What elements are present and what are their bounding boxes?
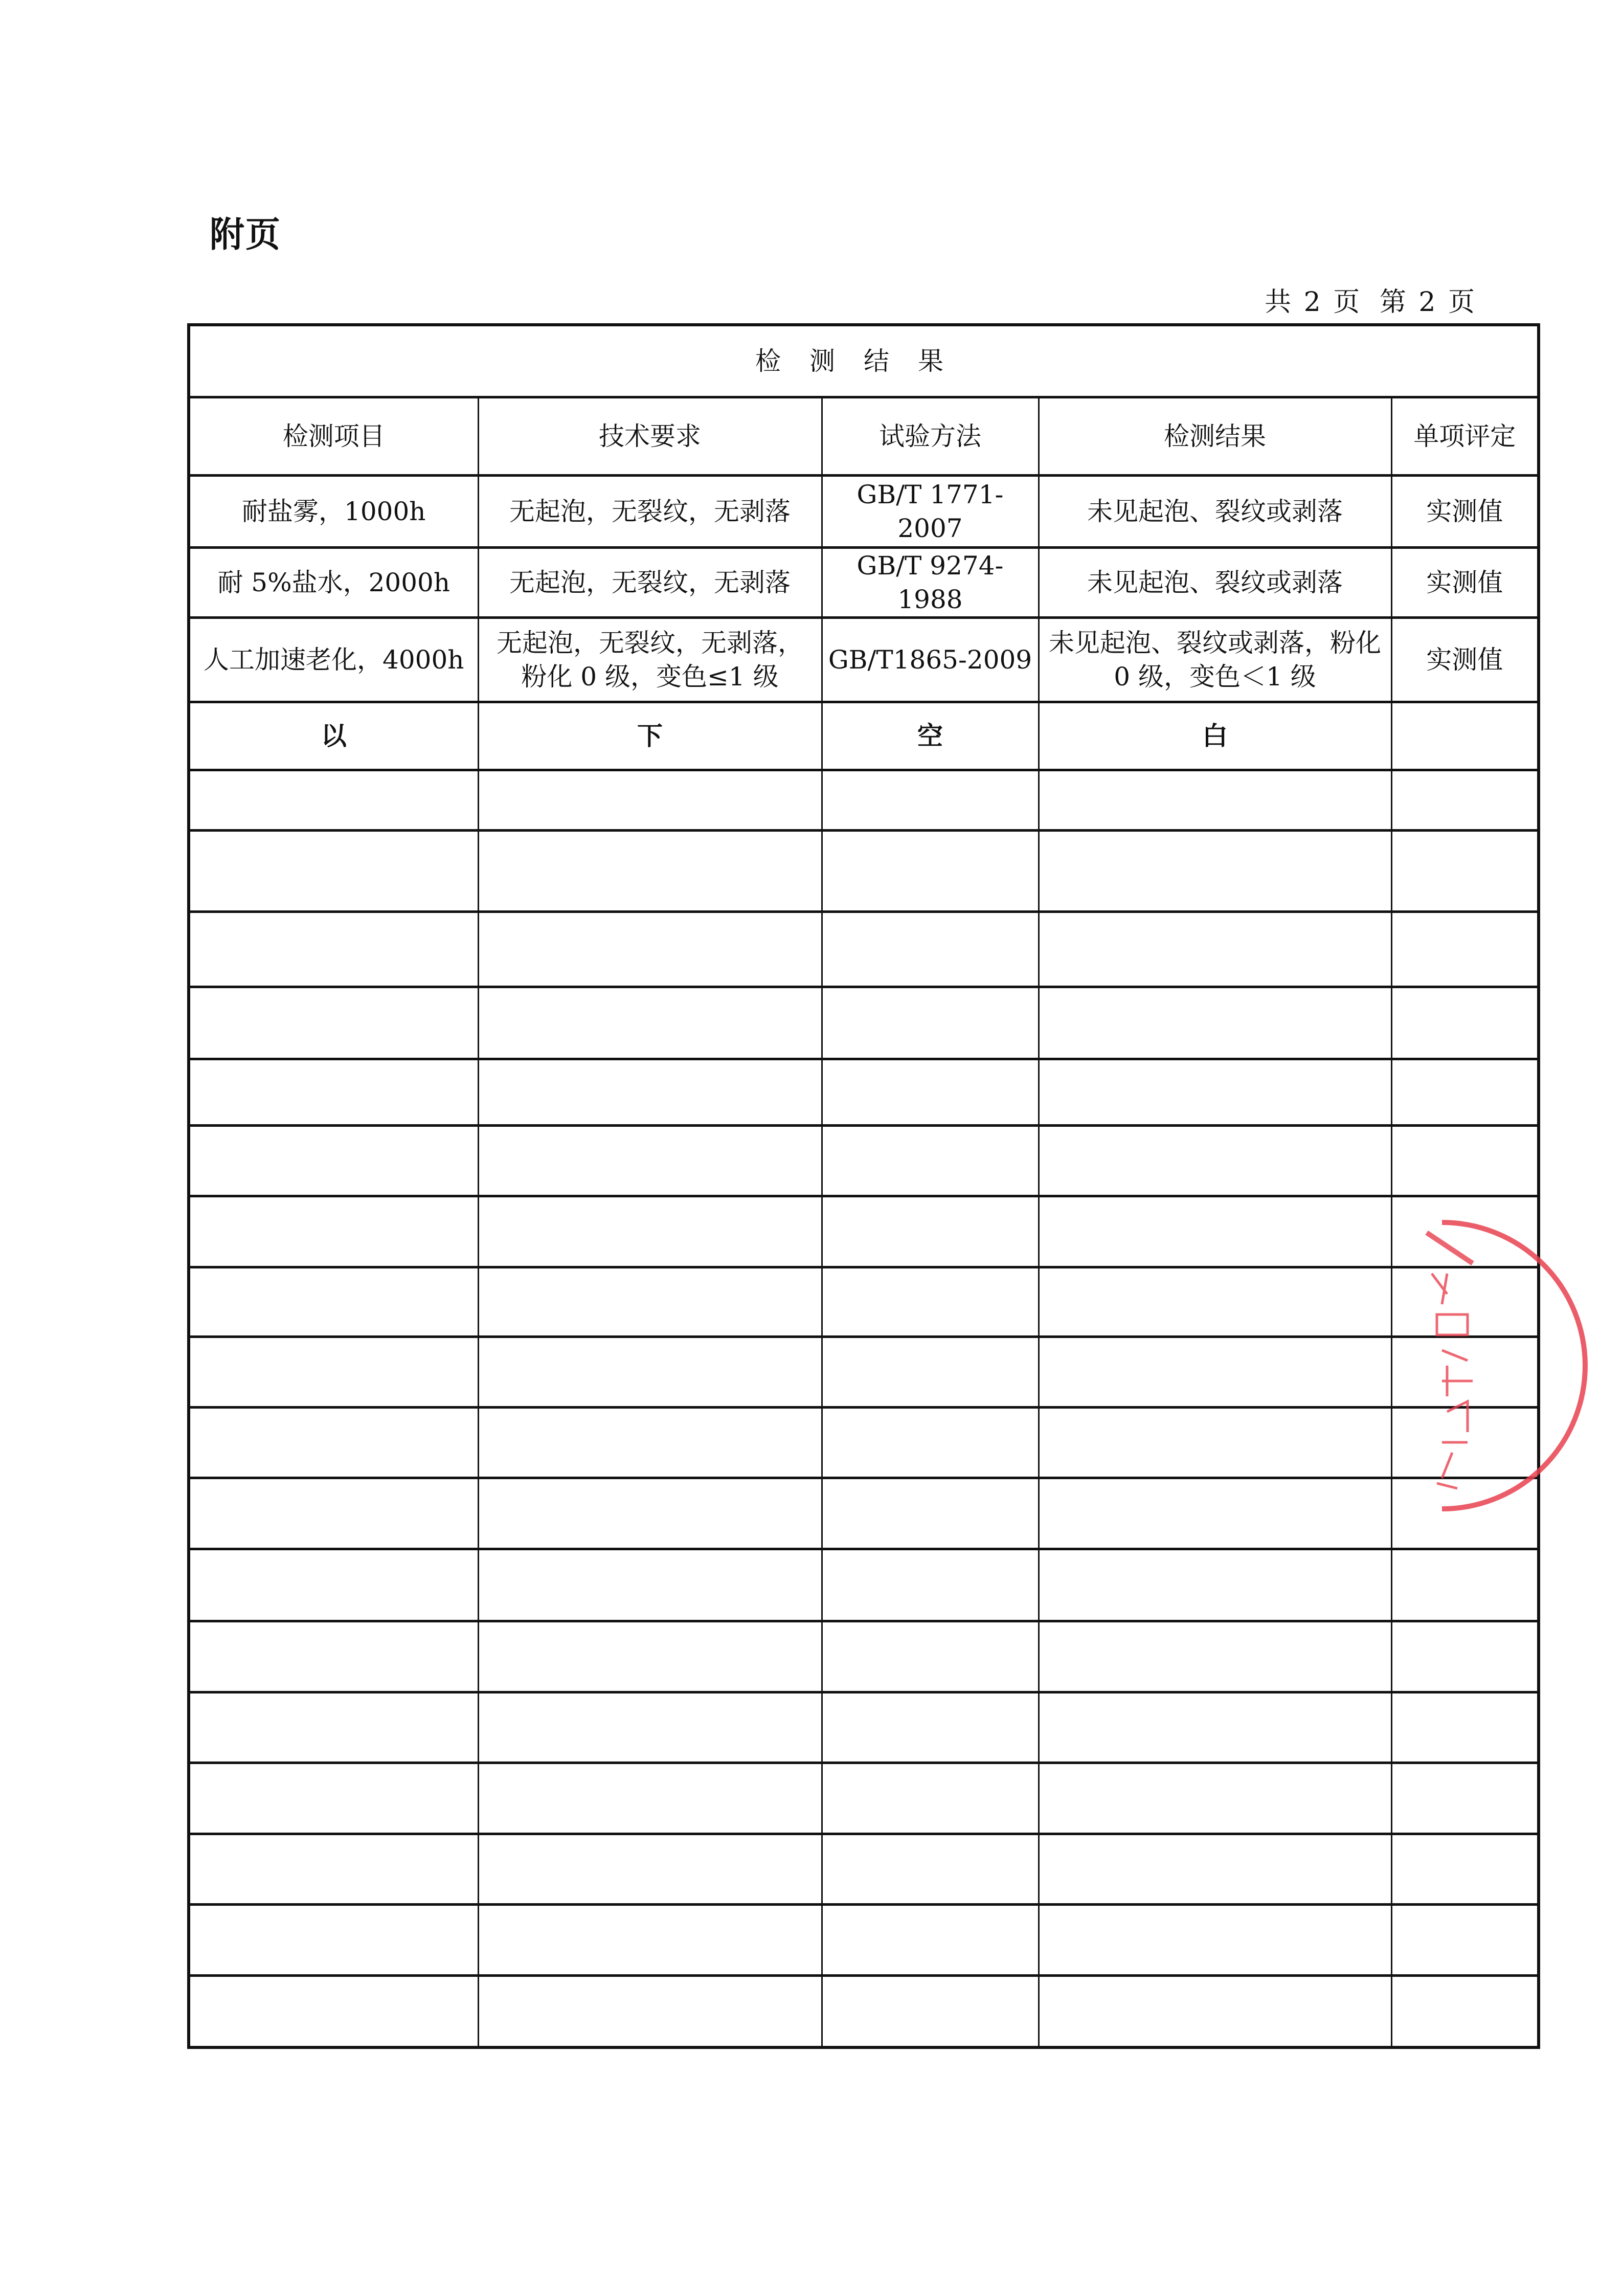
empty-cell: [822, 830, 1039, 911]
table-caption: 检测结果: [189, 325, 1539, 397]
column-header: 单项评定: [1391, 397, 1539, 475]
empty-table-row: [189, 1407, 1539, 1478]
empty-cell: [478, 1267, 822, 1336]
empty-cell: [822, 911, 1039, 987]
empty-cell: [822, 1267, 1039, 1336]
empty-cell: [822, 1059, 1039, 1125]
empty-cell: [1391, 1059, 1539, 1125]
empty-cell: [1039, 1407, 1391, 1478]
cell-result: 未见起泡、裂纹或剥落: [1039, 475, 1391, 547]
empty-cell: [478, 911, 822, 987]
empty-cell: [1039, 1336, 1391, 1407]
empty-cell: [1039, 1975, 1391, 2047]
empty-table-row: [189, 1336, 1539, 1407]
empty-cell: [189, 1478, 478, 1549]
empty-cell: [1391, 1478, 1539, 1549]
empty-cell: [1039, 1125, 1391, 1196]
blank-marker-row: [189, 702, 1539, 770]
empty-cell: [1391, 770, 1539, 830]
empty-cell: [478, 830, 822, 911]
empty-cell: [478, 987, 822, 1059]
empty-table-row: [189, 1196, 1539, 1267]
column-header: 技术要求: [478, 397, 822, 475]
empty-cell: [189, 987, 478, 1059]
empty-table-row: [189, 830, 1539, 911]
empty-cell: [1391, 1834, 1539, 1904]
empty-cell: [822, 1692, 1039, 1763]
empty-cell: [478, 1196, 822, 1267]
cell-requirement: 无起泡，无裂纹，无剥落，粉化 0 级，变色≤1 级: [478, 617, 822, 702]
empty-cell: [189, 1621, 478, 1692]
blank-marker: 下: [478, 702, 822, 770]
empty-rows: [189, 770, 1539, 2047]
table-row: [189, 617, 1539, 702]
cell-rating: 实测值: [1391, 547, 1539, 617]
empty-cell: [1039, 987, 1391, 1059]
cell-item: 人工加速老化，4000h: [189, 617, 478, 702]
empty-table-row: [189, 1267, 1539, 1336]
empty-cell: [189, 1904, 478, 1975]
empty-cell: [822, 1834, 1039, 1904]
empty-cell: [478, 1621, 822, 1692]
table-row: [189, 547, 1539, 617]
empty-cell: [478, 1904, 822, 1975]
page-indicator: [1257, 280, 1475, 319]
empty-cell: [478, 1125, 822, 1196]
empty-cell: [478, 770, 822, 830]
empty-cell: [1039, 1834, 1391, 1904]
empty-cell: [1039, 1692, 1391, 1763]
empty-cell: [822, 1549, 1039, 1621]
empty-cell: [1039, 1267, 1391, 1336]
cell-rating: 实测值: [1391, 475, 1539, 547]
empty-cell: [478, 1336, 822, 1407]
empty-table-row: [189, 770, 1539, 830]
cell-requirement: 无起泡，无裂纹，无剥落: [478, 547, 822, 617]
empty-table-row: [189, 1834, 1539, 1904]
cell-rating: 实测值: [1391, 617, 1539, 702]
empty-table-row: [189, 1975, 1539, 2047]
page-total: 共 2 页: [1265, 287, 1360, 318]
empty-cell: [822, 1904, 1039, 1975]
blank-marker: 以: [189, 702, 478, 770]
empty-cell: [189, 830, 478, 911]
cell-method: GB/T 9274-1988: [822, 547, 1039, 617]
empty-cell: [1391, 1549, 1539, 1621]
empty-table-row: [189, 1549, 1539, 1621]
cell-result: 未见起泡、裂纹或剥落，粉化 0 级，变色＜1 级: [1039, 617, 1391, 702]
empty-cell: [1391, 1904, 1539, 1975]
empty-cell: [478, 1407, 822, 1478]
empty-cell: [189, 1336, 478, 1407]
empty-cell: [1039, 1196, 1391, 1267]
empty-table-row: [189, 987, 1539, 1059]
empty-cell: [189, 1834, 478, 1904]
empty-table-row: [189, 1692, 1539, 1763]
blank-marker: 空: [822, 702, 1039, 770]
empty-cell: [189, 911, 478, 987]
empty-cell: [478, 1975, 822, 2047]
empty-cell: [1039, 1763, 1391, 1834]
empty-cell: [1391, 1975, 1539, 2047]
empty-cell: [1039, 1549, 1391, 1621]
empty-cell: [189, 1267, 478, 1336]
empty-cell: [1391, 1196, 1539, 1267]
cell-method: GB/T 1771-2007: [822, 475, 1039, 547]
empty-cell: [1391, 830, 1539, 911]
empty-cell: [822, 1478, 1039, 1549]
empty-cell: [1391, 1621, 1539, 1692]
empty-cell: [1039, 911, 1391, 987]
empty-cell: [822, 1125, 1039, 1196]
column-header: 检测项目: [189, 397, 478, 475]
empty-table-row: [189, 1763, 1539, 1834]
empty-cell: [822, 1975, 1039, 2047]
empty-cell: [1391, 1692, 1539, 1763]
table-row: [189, 475, 1539, 547]
empty-cell: [1039, 1621, 1391, 1692]
empty-cell: [822, 770, 1039, 830]
empty-cell: [1039, 1904, 1391, 1975]
empty-cell: [1391, 1336, 1539, 1407]
empty-table-row: [189, 1125, 1539, 1196]
cell-method: GB/T1865-2009: [822, 617, 1039, 702]
empty-table-row: [189, 1478, 1539, 1549]
blank-marker: 白: [1039, 702, 1391, 770]
empty-cell: [1039, 1059, 1391, 1125]
blank-marker: [1391, 702, 1539, 770]
empty-cell: [822, 987, 1039, 1059]
empty-cell: [822, 1763, 1039, 1834]
empty-cell: [1391, 1125, 1539, 1196]
empty-cell: [822, 1336, 1039, 1407]
empty-cell: [822, 1621, 1039, 1692]
empty-cell: [1391, 911, 1539, 987]
empty-table-row: [189, 911, 1539, 987]
page-current: 第 2 页: [1379, 287, 1475, 318]
empty-cell: [822, 1196, 1039, 1267]
empty-cell: [1039, 770, 1391, 830]
empty-cell: [189, 770, 478, 830]
empty-table-row: [189, 1904, 1539, 1975]
empty-cell: [189, 1125, 478, 1196]
empty-cell: [1391, 1763, 1539, 1834]
empty-cell: [478, 1763, 822, 1834]
cell-item: 耐盐雾，1000h: [189, 475, 478, 547]
cell-item: 耐 5%盐水，2000h: [189, 547, 478, 617]
empty-cell: [478, 1834, 822, 1904]
table-caption-row: [189, 325, 1539, 397]
table-header-row: [189, 397, 1539, 475]
empty-cell: [189, 1196, 478, 1267]
cell-result: 未见起泡、裂纹或剥落: [1039, 547, 1391, 617]
empty-cell: [1039, 1478, 1391, 1549]
empty-cell: [189, 1407, 478, 1478]
empty-cell: [1391, 1267, 1539, 1336]
empty-cell: [478, 1478, 822, 1549]
empty-cell: [478, 1059, 822, 1125]
empty-table-row: [189, 1059, 1539, 1125]
empty-cell: [189, 1549, 478, 1621]
cell-requirement: 无起泡，无裂纹，无剥落: [478, 475, 822, 547]
test-results-table: [187, 323, 1540, 2049]
empty-cell: [478, 1692, 822, 1763]
empty-table-row: [189, 1621, 1539, 1692]
column-header: 试验方法: [822, 397, 1039, 475]
empty-cell: [822, 1407, 1039, 1478]
empty-cell: [1391, 987, 1539, 1059]
page-title: 附页: [210, 215, 282, 255]
empty-cell: [189, 1975, 478, 2047]
empty-cell: [189, 1763, 478, 1834]
column-header: 检测结果: [1039, 397, 1391, 475]
empty-cell: [478, 1549, 822, 1621]
empty-cell: [189, 1059, 478, 1125]
empty-cell: [1039, 830, 1391, 911]
empty-cell: [189, 1692, 478, 1763]
empty-cell: [1391, 1407, 1539, 1478]
